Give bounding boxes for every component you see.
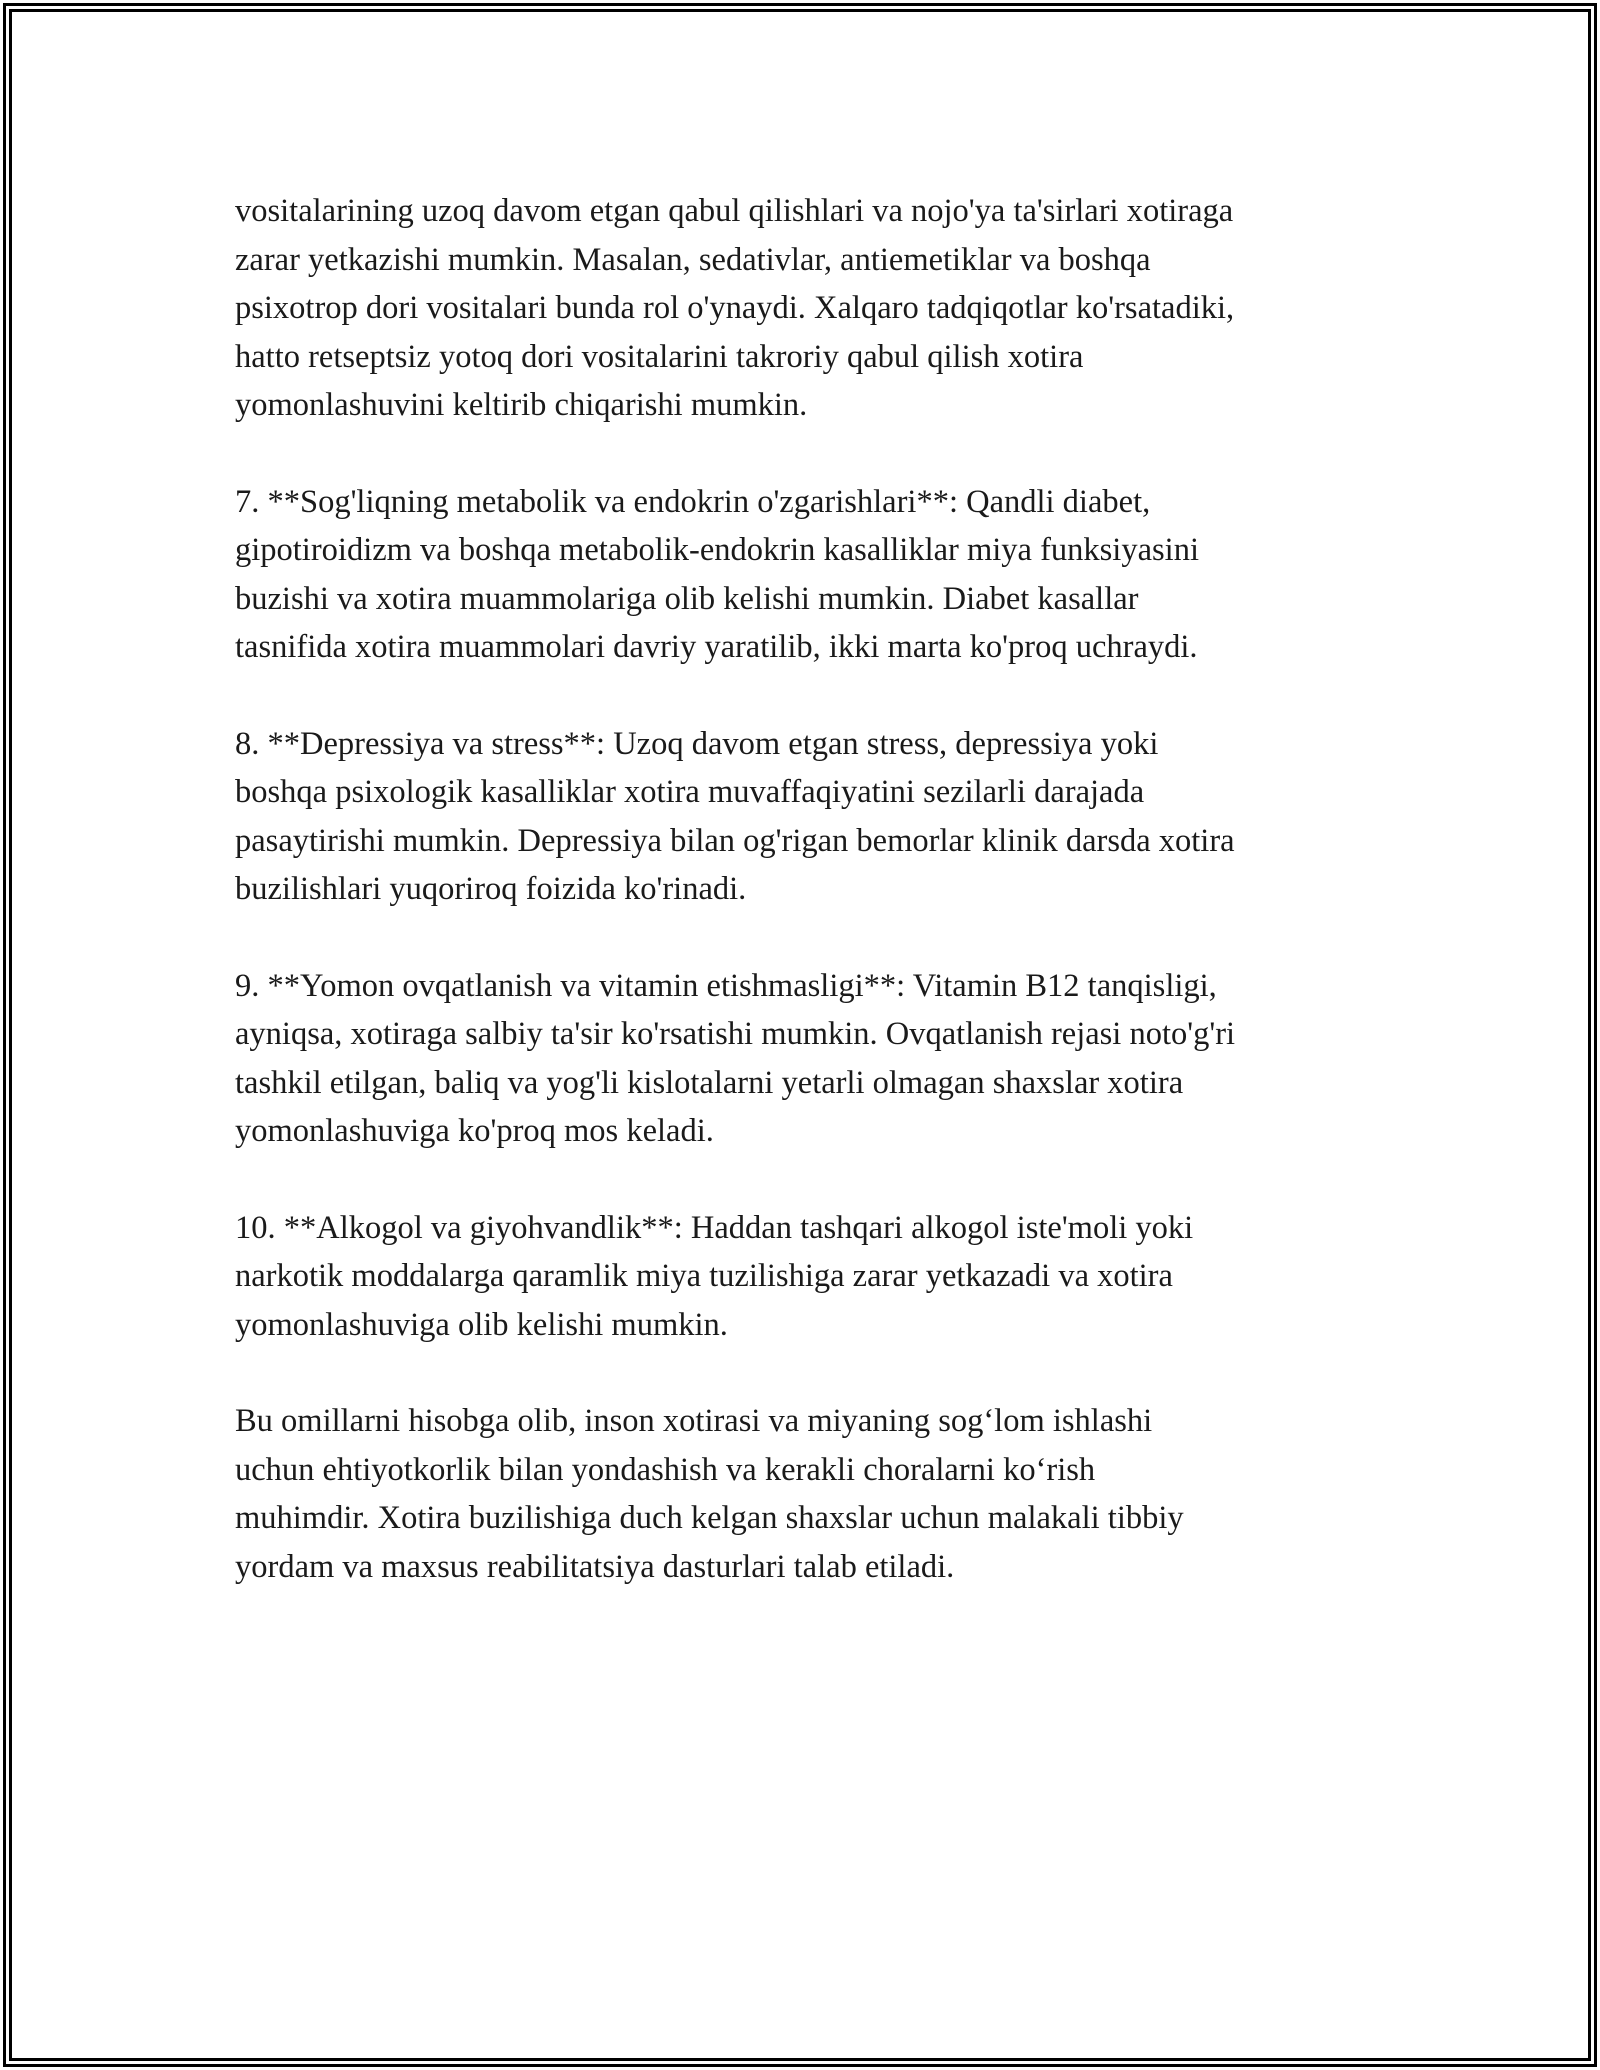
document-body	[235, 187, 1375, 1639]
paragraph-metabolic-endocrine: 7. **Sog'liqning metabolik va endokrin o'zgarishlari**: Qandli diabet, gipotiroidizm va boshqa metabolik-endokrin kasalliklar miya funksiyasini buzishi va xotira muammolariga olib kelishi mumkin. Diabet kasallar tasnifida xotira muammolari davriy yaratilib, ikki marta ko'proq uchraydi.	[235, 483, 1199, 665]
paragraph-conclusion: Bu omillarni hisobga olib, inson xotirasi va miyaning sog‘lom ishlashi uchun ehtiyotkorlik bilan yondashish va kerakli choralarni ko‘rish muhimdir. Xotira buzilishiga duch kelgan shaxslar uchun malakali tibbiy yordam va maxsus reabilitatsiya dasturlari talab etiladi.	[235, 1403, 1184, 1585]
paragraph-nutrition-vitamins: 9. **Yomon ovqatlanish va vitamin etishmasligi**: Vitamin B12 tanqisligi, ayniqsa, xotiraga salbiy ta'sir ko'rsatishi mumkin. Ovqatlanish rejasi noto'g'ri tashkil etilgan, baliq va yog'li kislotalarni yetarli olmagan shaxslar xotira yomonlashuviga ko'proq mos keladi.	[235, 967, 1236, 1149]
paragraph-alcohol-drugs: 10. **Alkogol va giyohvandlik**: Haddan tashqari alkogol iste'moli yoki narkotik moddalarga qaramlik miya tuzilishiga zarar yetkazadi va xotira yomonlashuviga olib kelishi mumkin.	[235, 1209, 1194, 1343]
paragraph-medication-effects: vositalarining uzoq davom etgan qabul qilishlari va nojo'ya ta'sirlari xotiraga zarar yetkazishi mumkin. Masalan, sedativlar, antiemetiklar va boshqa psixotrop dori vositalari bunda rol o'ynaydi. Xalqaro tadqiqotlar ko'rsatadiki, hatto retseptsiz yotoq dori vositalarini takroriy qabul qilish xotira yomonlashuvini keltirib chiqarishi mumkin.	[235, 193, 1235, 423]
paragraph-depression-stress: 8. **Depressiya va stress**: Uzoq davom etgan stress, depressiya yoki boshqa psixologik kasalliklar xotira muvaffaqiyatini sezilarli darajada pasaytirishi mumkin. Depressiya bilan og'rigan bemorlar klinik darsda xotira buzilishlari yuqoriroq foizida ko'rinadi.	[235, 725, 1235, 907]
